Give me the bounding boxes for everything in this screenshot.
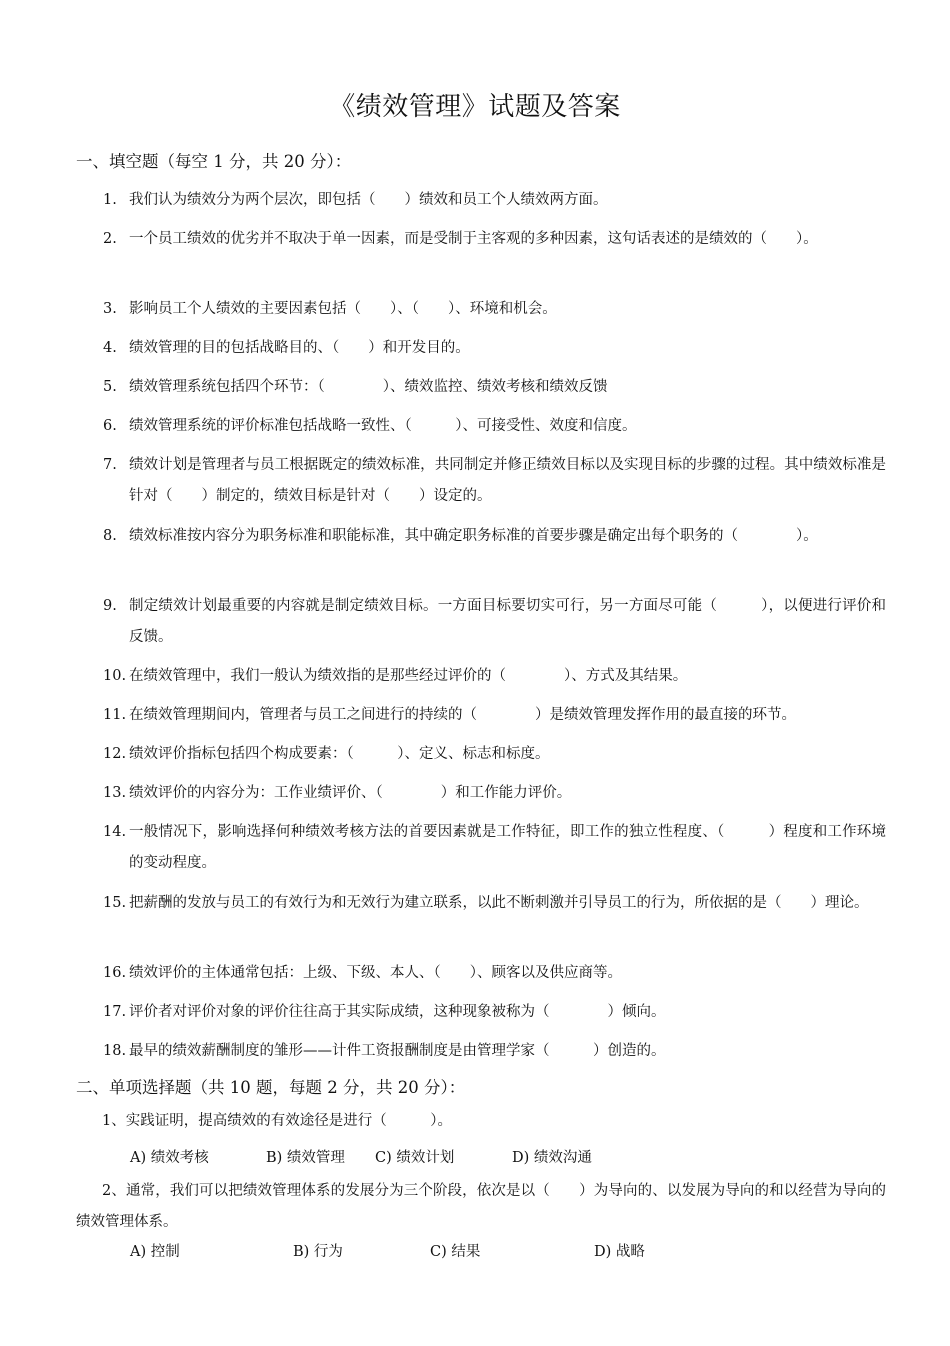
item-text: 把薪酬的发放与员工的有效行为和无效行为建立联系，以此不断刺激并引导员工的行为，所依据的是（ ）理论。 bbox=[129, 895, 869, 911]
item-number: 1. bbox=[103, 192, 117, 208]
list-item bbox=[103, 185, 886, 216]
item-number: 5. bbox=[103, 379, 117, 395]
list-item bbox=[103, 521, 886, 552]
item-number: 11. bbox=[103, 707, 127, 723]
item-text: 在绩效管理期间内，管理者与员工之间进行的持续的（ ）是绩效管理发挥作用的最直接的环节。 bbox=[129, 707, 796, 723]
item-text: 绩效评价指标包括四个构成要素：（ ）、定义、标志和标度。 bbox=[129, 746, 550, 762]
list-item bbox=[103, 778, 886, 809]
list-item bbox=[103, 958, 886, 989]
item-number: 15. bbox=[103, 895, 127, 911]
item-text: 最早的绩效薪酬制度的雏形——计件工资报酬制度是由管理学家（ ）创造的。 bbox=[129, 1043, 666, 1059]
list-item bbox=[103, 591, 886, 653]
question bbox=[76, 1176, 886, 1238]
option-b: B) 绩效管理 bbox=[266, 1150, 345, 1166]
list-item bbox=[103, 661, 886, 692]
item-text: 绩效管理系统包括四个环节：（ ）、绩效监控、绩效考核和绩效反馈 bbox=[129, 379, 608, 395]
item-number: 14. bbox=[103, 824, 127, 840]
item-text: 一个员工绩效的优劣并不取决于单一因素，而是受制于主客观的多种因素，这句话表述的是绩效的（ ）。 bbox=[129, 231, 818, 247]
list-item bbox=[103, 700, 886, 731]
option-c: C) 绩效计划 bbox=[375, 1150, 455, 1166]
item-text: 一般情况下，影响选择何种绩效考核方法的首要因素就是工作特征，即工作的独立性程度、（ ）程度和工作环境的变动程度。 bbox=[129, 824, 886, 871]
document-title: 《绩效管理》试题及答案 bbox=[329, 92, 621, 122]
item-number: 4. bbox=[103, 340, 117, 356]
item-text: 绩效评价的主体通常包括：上级、下级、本人、（ ）、顾客以及供应商等。 bbox=[129, 965, 622, 981]
item-number: 2. bbox=[103, 231, 117, 247]
list-item bbox=[103, 411, 886, 442]
section-heading-single-choice: 二、单项选择题（共 10 题，每题 2 分，共 20 分）： bbox=[76, 1078, 466, 1097]
option-b: B) 行为 bbox=[293, 1244, 343, 1260]
item-text: 我们认为绩效分为两个层次，即包括（ ）绩效和员工个人绩效两方面。 bbox=[129, 192, 608, 208]
list-item bbox=[103, 888, 886, 919]
item-number: 3. bbox=[103, 301, 117, 317]
item-number: 12. bbox=[103, 746, 127, 762]
item-number: 10. bbox=[103, 668, 127, 684]
list-item bbox=[103, 372, 886, 403]
list-item bbox=[103, 333, 886, 364]
item-text: 在绩效管理中，我们一般认为绩效指的是那些经过评价的（ ）、方式及其结果。 bbox=[129, 668, 688, 684]
item-number: 6. bbox=[103, 418, 117, 434]
item-number: 7. bbox=[103, 457, 117, 473]
item-number: 17. bbox=[103, 1004, 127, 1020]
item-text: 绩效管理的目的包括战略目的、（ ）和开发目的。 bbox=[129, 340, 470, 356]
list-item bbox=[103, 817, 886, 879]
item-text: 绩效标准按内容分为职务标准和职能标准，其中确定职务标准的首要步骤是确定出每个职务的（ ）。 bbox=[129, 528, 818, 544]
option-a: A) 绩效考核 bbox=[130, 1150, 209, 1166]
item-text: 影响员工个人绩效的主要因素包括（ ）、（ ）、环境和机会。 bbox=[129, 301, 557, 317]
list-item bbox=[103, 224, 886, 255]
item-text: 评价者对评价对象的评价往往高于其实际成绩，这种现象被称为（ ）倾向。 bbox=[129, 1004, 666, 1020]
item-number: 16. bbox=[103, 965, 127, 981]
item-text: 绩效评价的内容分为：工作业绩评价、（ ）和工作能力评价。 bbox=[129, 785, 572, 801]
option-d: D) 战略 bbox=[594, 1244, 645, 1260]
list-item bbox=[103, 739, 886, 770]
question-text: 1、实践证明，提高绩效的有效途径是进行（ ）。 bbox=[102, 1113, 452, 1129]
question bbox=[76, 1106, 886, 1137]
list-item bbox=[103, 450, 886, 512]
option-a: A) 控制 bbox=[130, 1244, 180, 1260]
item-text: 制定绩效计划最重要的内容就是制定绩效目标。一方面目标要切实可行，另一方面尽可能（ ），以便进行评价和反馈。 bbox=[129, 598, 886, 645]
list-item bbox=[103, 1036, 886, 1067]
section-heading-fill-in: 一、填空题（每空 1 分，共 20 分）： bbox=[76, 152, 352, 171]
item-number: 18. bbox=[103, 1043, 127, 1059]
option-c: C) 结果 bbox=[430, 1244, 481, 1260]
list-item bbox=[103, 997, 886, 1028]
item-text: 绩效计划是管理者与员工根据既定的绩效标准，共同制定并修正绩效目标以及实现目标的步骤的过程。其中绩效标准是针对（ ）制定的，绩效目标是针对（ ）设定的。 bbox=[129, 457, 886, 504]
option-d: D) 绩效沟通 bbox=[512, 1150, 592, 1166]
question-text: 2、通常，我们可以把绩效管理体系的发展分为三个阶段，依次是以（ ）为导向的、以发展为导向的和以经营为导向的绩效管理体系。 bbox=[76, 1183, 886, 1230]
item-number: 8. bbox=[103, 528, 117, 544]
item-text: 绩效管理系统的评价标准包括战略一致性、（ ）、可接受性、效度和信度。 bbox=[129, 418, 637, 434]
item-number: 9. bbox=[103, 598, 117, 614]
list-item bbox=[103, 294, 886, 325]
item-number: 13. bbox=[103, 785, 127, 801]
